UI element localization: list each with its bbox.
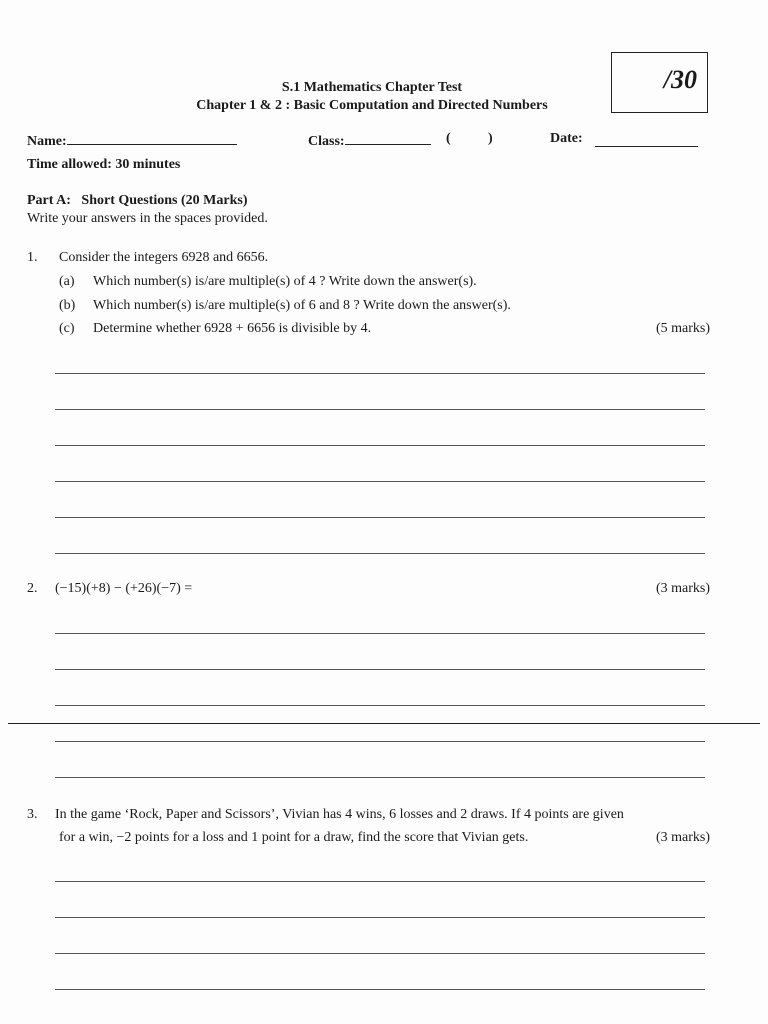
class-label: Class: bbox=[308, 134, 345, 149]
q1-answer-line[interactable] bbox=[55, 481, 705, 482]
class-number-open-paren: ( bbox=[446, 131, 451, 146]
q2-text: (−15)(+8) − (+26)(−7) = bbox=[55, 581, 193, 596]
q3-answer-line[interactable] bbox=[55, 989, 705, 990]
part-a-instruction: Write your answers in the spaces provided. bbox=[27, 211, 268, 226]
q1c-label: (c) bbox=[59, 321, 75, 336]
q3-answer-line[interactable] bbox=[55, 881, 705, 882]
date-label: Date: bbox=[550, 131, 583, 146]
q1-number: 1. bbox=[27, 250, 38, 265]
part-a-heading: Part A: Short Questions (20 Marks) bbox=[27, 193, 248, 208]
q2-answer-line[interactable] bbox=[55, 669, 705, 670]
q1c-text: Determine whether 6928 + 6656 is divisible by 4. bbox=[93, 321, 372, 336]
q2-answer-line[interactable] bbox=[55, 633, 705, 634]
time-allowed: Time allowed: 30 minutes bbox=[27, 157, 181, 172]
q1a-label: (a) bbox=[59, 274, 75, 289]
test-title: S.1 Mathematics Chapter Test bbox=[281, 80, 463, 95]
page-fold-divider bbox=[8, 723, 760, 724]
q1-answer-line[interactable] bbox=[55, 553, 705, 554]
q3-answer-line[interactable] bbox=[55, 953, 705, 954]
q1-answer-line[interactable] bbox=[55, 517, 705, 518]
q2-answer-line[interactable] bbox=[55, 741, 705, 742]
q3-answer-line[interactable] bbox=[55, 917, 705, 918]
q3-number: 3. bbox=[27, 807, 38, 822]
q2-marks: (3 marks) bbox=[655, 581, 710, 596]
q3-marks: (3 marks) bbox=[655, 830, 710, 845]
q3-line1: In the game ‘Rock, Paper and Scissors’, Vivian has 4 wins, 6 losses and 2 draws. If 4 points are given bbox=[55, 807, 624, 822]
q1-stem: Consider the integers 6928 and 6656. bbox=[59, 250, 269, 265]
q1-answer-line[interactable] bbox=[55, 373, 705, 374]
q1b-label: (b) bbox=[59, 298, 76, 313]
q2-answer-line[interactable] bbox=[55, 777, 705, 778]
score-total: /30 bbox=[663, 65, 697, 94]
q2-answer-line[interactable] bbox=[55, 705, 705, 706]
date-field bbox=[550, 131, 583, 147]
q1-answer-line[interactable] bbox=[55, 409, 705, 410]
q1-answer-line[interactable] bbox=[55, 445, 705, 446]
q1b-text: Which number(s) is/are multiple(s) of 6 and 8 ? Write down the answer(s). bbox=[93, 298, 511, 313]
name-blank[interactable] bbox=[67, 131, 237, 145]
q3-line2: for a win, −2 points for a loss and 1 point for a draw, find the score that Vivian gets. bbox=[59, 830, 529, 845]
q2-number: 2. bbox=[27, 581, 38, 596]
name-field bbox=[27, 131, 237, 150]
class-blank[interactable] bbox=[345, 131, 431, 145]
class-number-close-paren: ) bbox=[488, 131, 493, 146]
q1-marks: (5 marks) bbox=[655, 321, 710, 336]
test-subtitle: Chapter 1 & 2 : Basic Computation and Directed Numbers bbox=[196, 98, 548, 113]
name-label: Name: bbox=[27, 134, 67, 149]
date-blank[interactable] bbox=[595, 133, 698, 147]
class-field bbox=[308, 131, 431, 150]
score-box bbox=[611, 52, 708, 113]
q1a-text: Which number(s) is/are multiple(s) of 4 ? Write down the answer(s). bbox=[93, 274, 477, 289]
